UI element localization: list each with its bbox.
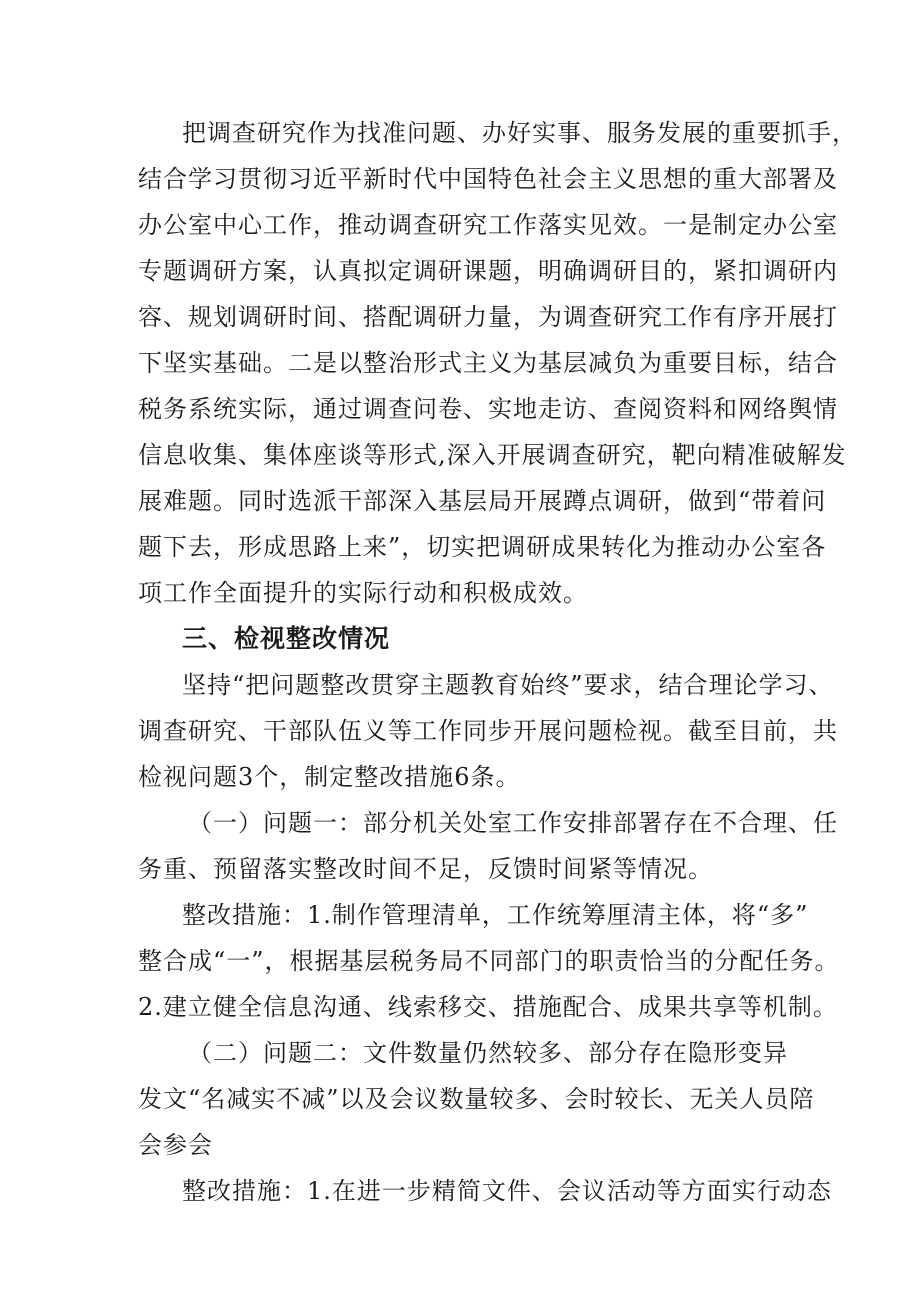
measure-line: 整改措施：1.在进一步精简文件、会议活动等方面实行动态 xyxy=(182,1177,832,1205)
issue-one-line: 务重、预留落实整改时间不足，反馈时间紧等情况。 xyxy=(138,855,713,883)
paragraph-line: 专题调研方案，认真拟定调研课题，明确调研目的，紧扣调研内 xyxy=(138,257,838,285)
paragraph-line: 结合学习贯彻习近平新时代中国特色社会主义思想的重大部署及 xyxy=(138,165,838,193)
measure-line: 2.建立健全信息沟通、线索移交、措施配合、成果共享等机制。 xyxy=(138,993,838,1021)
issue-two-line: 发文“名减实不减”以及会议数量较多、会时较长、无关人员陪 xyxy=(138,1085,815,1113)
paragraph-line: 项工作全面提升的实际行动和积极成效。 xyxy=(138,579,588,607)
section-heading: 三、检视整改情况 xyxy=(182,624,391,653)
paragraph-line: 题下去，形成思路上来”，切实把调研成果转化为推动办公室各 xyxy=(138,533,827,561)
paragraph-line: 办公室中心工作，推动调查研究工作落实见效。一是制定办公室 xyxy=(138,211,838,239)
paragraph-line: 税务系统实际，通过调查问卷、实地走访、查阅资料和网络舆情 xyxy=(138,395,838,423)
paragraph-line: 信息收集、集体座谈等形式,深入开展调查研究，靶向精准破解发 xyxy=(138,441,847,469)
issue-two-line: （二）问题二：文件数量仍然较多、部分存在隐形变异 xyxy=(188,1039,788,1067)
issue-two-line: 会参会 xyxy=(138,1131,213,1159)
paragraph-line: 容、规划调研时间、搭配调研力量，为调查研究工作有序开展打 xyxy=(138,303,838,331)
measure-line: 整合成“一”，根据基层税务局不同部门的职责恰当的分配任务。 xyxy=(138,947,840,975)
paragraph-line: 下坚实基础。二是以整治形式主义为基层减负为重要目标，结合 xyxy=(138,349,838,377)
paragraph-line: 调查研究、干部队伍义等工作同步开展问题检视。截至目前，共 xyxy=(138,717,838,745)
paragraph-line: 检视问题3个，制定整改措施6条。 xyxy=(138,763,521,791)
paragraph-line: 把调查研究作为找准问题、办好实事、服务发展的重要抓手， xyxy=(182,119,857,147)
paragraph-line: 展难题。同时选派干部深入基层局开展蹲点调研，做到“带着问 xyxy=(138,487,827,515)
issue-one-line: （一）问题一：部分机关处室工作安排部署存在不合理、任 xyxy=(188,809,838,837)
paragraph-line: 坚持“把问题整改贯穿主题教育始终”要求，结合理论学习、 xyxy=(182,671,834,699)
measure-line: 整改措施：1.制作管理清单，工作统筹厘清主体，将“多” xyxy=(182,901,809,929)
